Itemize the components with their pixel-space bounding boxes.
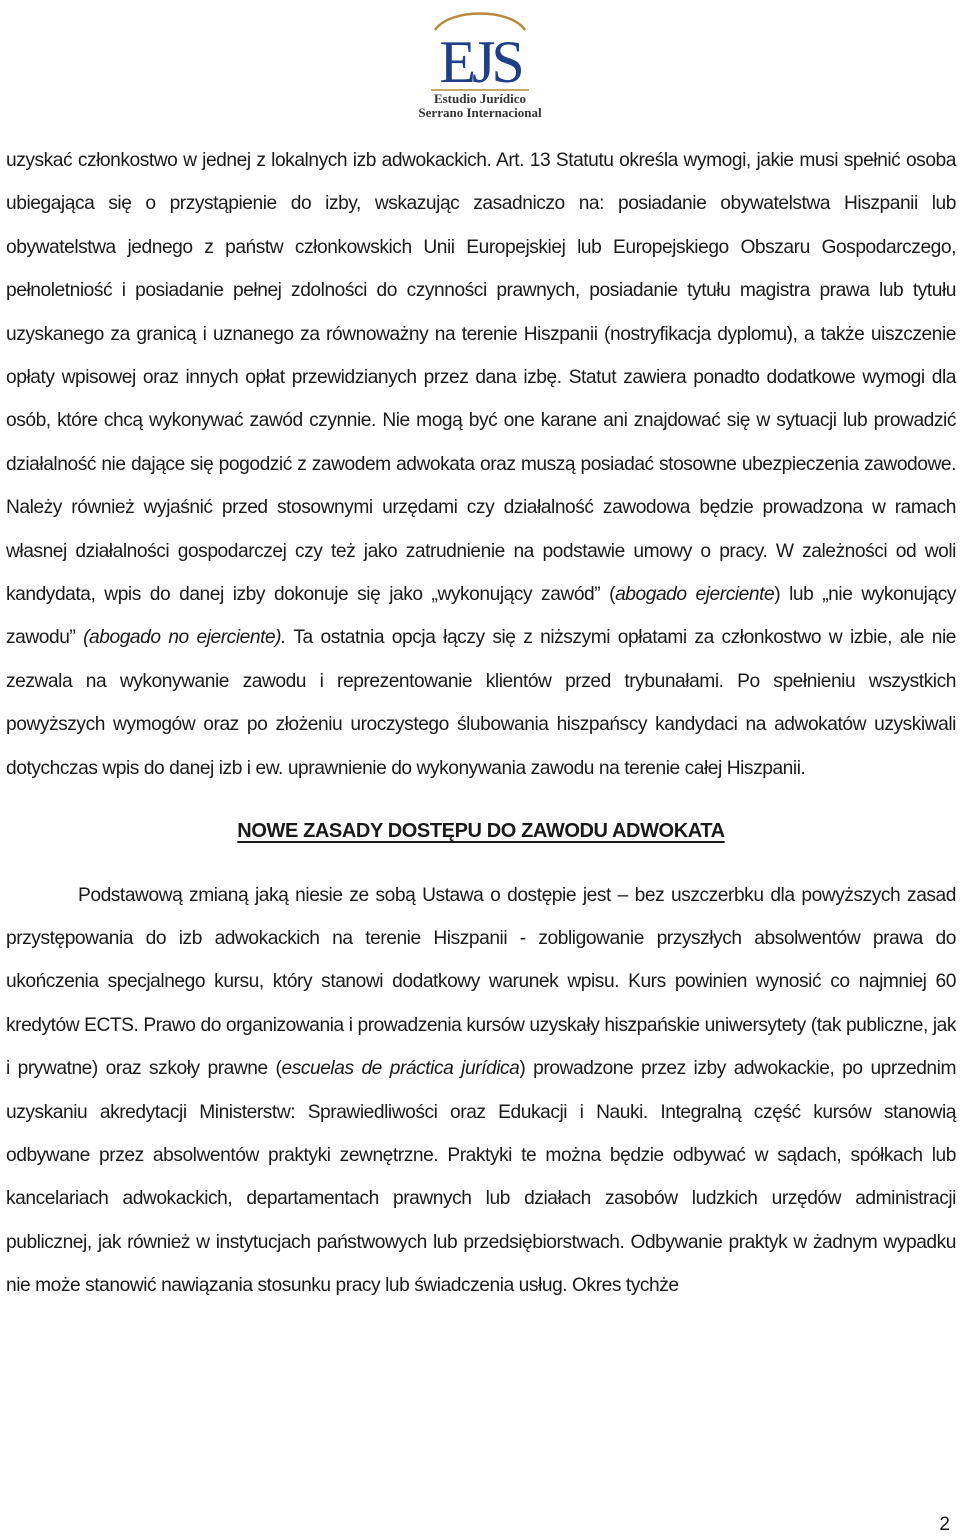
paragraph-1-text-b: ) lub „nie wykonujący zawodu” [6, 584, 957, 649]
body-paragraph-1 [6, 139, 956, 790]
firm-logo [0, 4, 960, 122]
body-paragraph-2 [6, 874, 956, 1308]
page-number: 2 [939, 1514, 950, 1535]
paragraph-1-text-a: uzyskać członkostwo w jednej z lokalnych izb adwokackich. Art. 13 Statutu określa wymogi, jakie musi spełnić osoba ubiegająca się o przystąpienie do izby, wskazując zasadniczo na: posiadanie obywatelstwa Hiszpanii lub obywatelstwa jednego z państw członkowskich Unii Europejskiej lub Europejskiego Obszaru Gospodarczego, pełnoletniość i posiadanie pełnej zdolności do czynności prawnych, posiadanie tytułu magistra prawa lub tytułu uzyskanego za granicą i uznanego za równoważny na terenie Hiszpanii (nostryfikacja dyplomu), a także uiszczenie opłaty wpisowej oraz innych opłat przewidzianych przez dana izbę. Statut zawiera ponadto dodatkowe wymogi dla osób, które chcą wykonywać zawód czynnie. Nie mogą być one karane ani znajdować się w sytuacji lub prowadzić działalność nie dające się pogodzić z zawodem adwokata oraz muszą posiadać stosowne ubezpieczenia zawodowe. Należy również wyjaśnić przed stosownymi urzędami czy działalność zawodowa będzie prowadzona w ramach własnej działalności gospodarczej czy też jako zatrudnienie na podstawie umowy o pracy. W zależności od woli kandydata, wpis do danej izby dokonuje się jako „wykonujący zawód” ( [6, 150, 956, 606]
paragraph-2-text-b: ) prowadzone przez izby adwokackie, po uprzednim uzyskaniu akredytacji Ministerstw: Sprawiedliwości oraz Edukacji i Nauki. Integralną część kursów stanowią odbywane przez absolwentów praktyki zewnętrzne. Praktyki te można będzie odbywać w sądach, spółkach lub kancelariach adwokackich, departamentach prawnych lub działach zasobów ludzkich urzędów administracji publicznej, jak również w instytucjach państwowych lub przedsiębiorstwach. Odbywanie praktyk w żadnym wypadku nie może stanowić nawiązania stosunku pracy lub świadczenia usług. Okres tychże [6, 1058, 956, 1297]
logo-arch-icon [435, 14, 525, 31]
paragraph-1-italic-a: abogado ejerciente [615, 584, 775, 606]
section-heading: NOWE ZASADY DOSTĘPU DO ZAWODU ADWOKATA [237, 820, 725, 843]
document-body [6, 139, 956, 1308]
paragraph-2-text-a: Podstawową zmianą jaką niesie ze sobą Ustawa o dostępie jest – bez uszczerbku dla powyższych zasad przystępowania do izb adwokackich na terenie Hiszpanii - zobligowanie przyszłych absolwentów prawa do ukończenia specjalnego kursu, który stanowi dodatkowy warunek wpisu. Kurs powinien wynosić co najmniej 60 kredytów ECTS. Prawo do organizowania i prowadzenia kursów uzyskały hiszpańskie uniwersytety (tak publiczne, jak i prywatne) oraz szkoły prawne ( [6, 884, 956, 1080]
paragraph-1-italic-b: (abogado no ejerciente). [83, 627, 287, 649]
ejs-logo-graphic [395, 4, 565, 122]
paragraph-1-text-c: Ta ostatnia opcja łączy się z niższymi opłatami za członkostwo w izbie, ale nie zezwala na wykonywanie zawodu i reprezentowanie klientów przed trybunałami. Po spełnieniu wszystkich powyższych wymogów oraz po złożeniu uroczystego ślubowania hiszpańscy kandydaci na adwokatów uzyskiwali dotychczas wpis do danej izb i ew. uprawnienie do wykonywania zawodu na terenie całej Hiszpanii. [6, 627, 956, 779]
logo-line2: Serrano Internacional [418, 105, 542, 120]
logo-line1: Estudio Jurídico [433, 91, 527, 106]
logo-monogram: EJS [439, 29, 521, 95]
paragraph-2-italic-a: escuelas de práctica jurídica [281, 1058, 520, 1080]
